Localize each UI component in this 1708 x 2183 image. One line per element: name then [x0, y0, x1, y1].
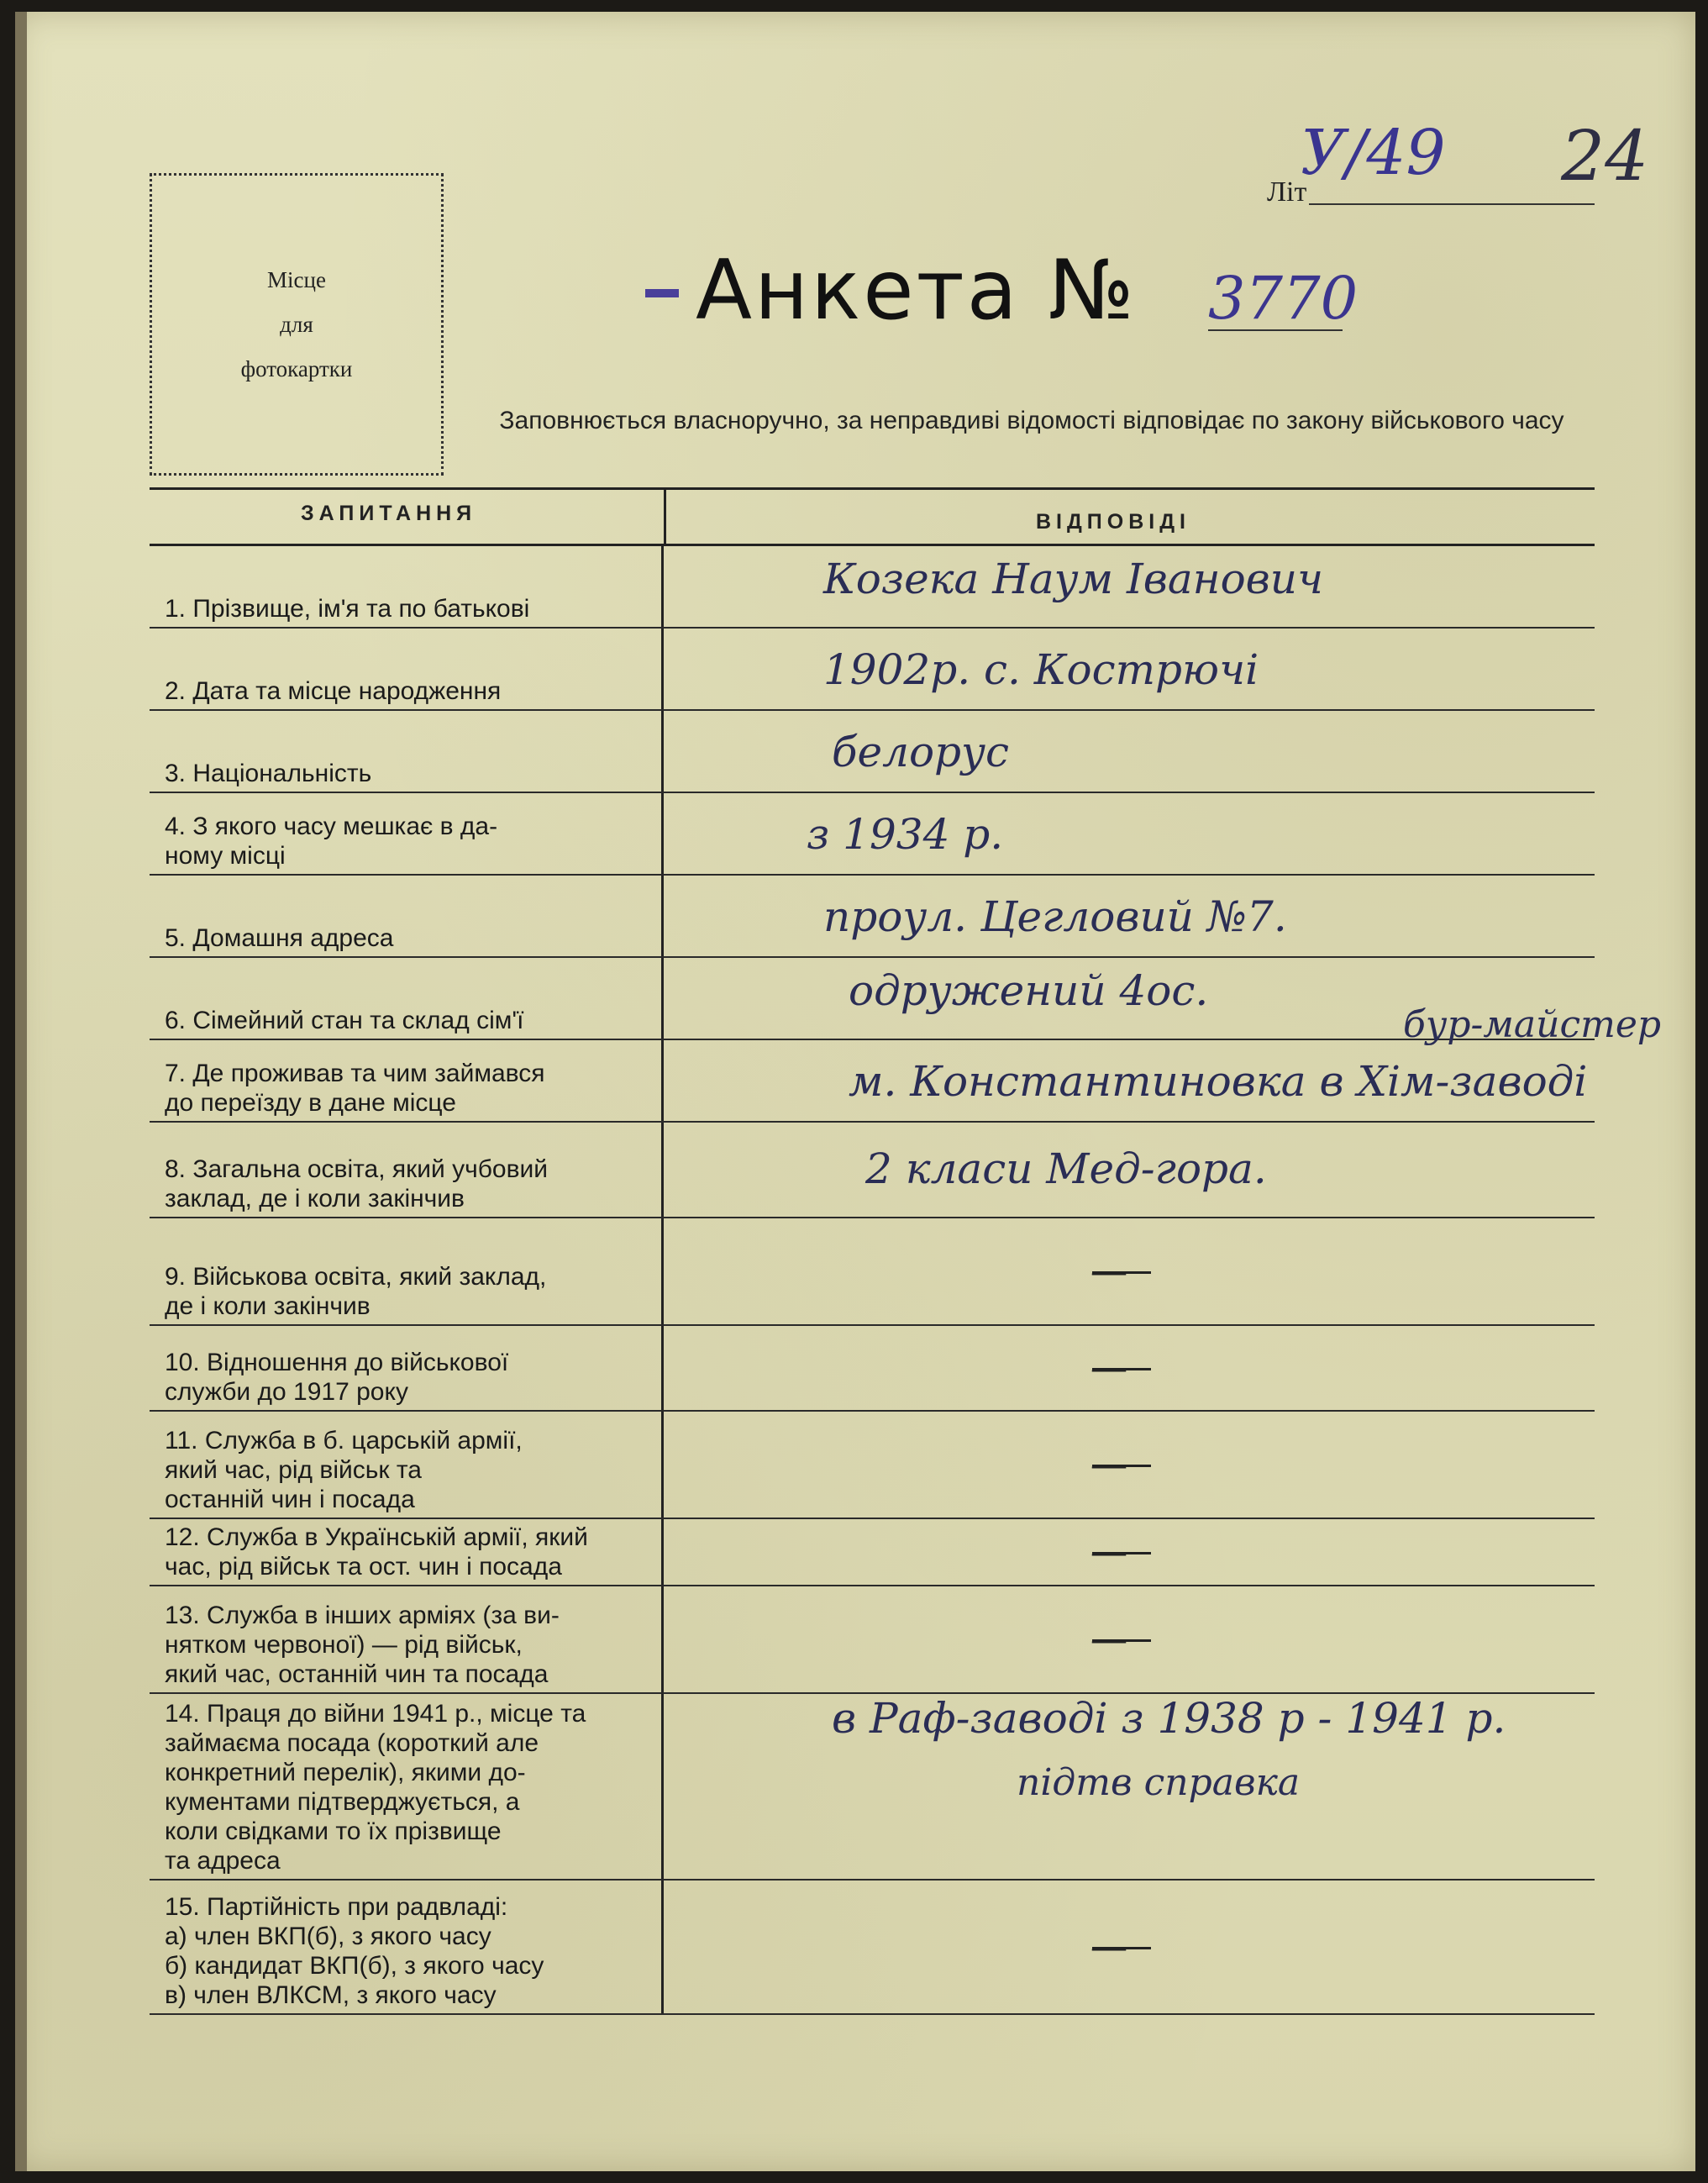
question-cell — [150, 546, 664, 627]
table-row — [150, 1586, 1595, 1694]
question-text: 14. Праця до війни 1941 р., місце та займаєма посада (короткий але конкретний перелік), якими до- кументами підтверджується, а коли свідками то їх прізвище та адреса — [165, 1700, 586, 1875]
question-cell — [150, 1412, 664, 1518]
question-text: 10. Відношення до військової служби до 1917 року — [165, 1349, 509, 1406]
answer-text: 2 класи Мед-гора. — [865, 1144, 1267, 1193]
question-text: 15. Партійність при радвладі: а) член ВКП(б), з якого часу б) кандидат ВКП(б), з якого часу в) член ВЛКСМ, з якого часу — [165, 1893, 544, 2009]
form-sheet — [15, 12, 1695, 2171]
answer-text: — — [1092, 1533, 1126, 1570]
answer-text: белорус — [832, 728, 1010, 776]
question-cell — [150, 1694, 664, 1879]
table-row — [150, 1881, 1595, 2015]
question-cell — [150, 1881, 664, 2013]
answer-text: Козека Наум Іванович — [823, 555, 1324, 603]
answer-cell — [664, 876, 1595, 956]
question-cell — [150, 1040, 664, 1121]
answer-text: в Раф-заводі з 1938 р - 1941 р. — [832, 1694, 1506, 1743]
binding-edge — [15, 12, 27, 2171]
answer-cell — [664, 711, 1595, 792]
answer-extra-text: підтв справка — [1017, 1761, 1301, 1804]
answer-cell — [664, 1412, 1595, 1518]
answer-text: — — [1092, 1349, 1126, 1386]
table-row — [150, 1123, 1595, 1218]
question-cell — [150, 1519, 664, 1585]
question-text: 9. Військова освіта, який заклад, де і коли закінчив — [165, 1263, 547, 1320]
question-text: 2. Дата та місце народження — [165, 677, 502, 705]
question-cell — [150, 1123, 664, 1217]
answer-text: — — [1092, 1445, 1126, 1483]
answer-text: м. Константиновка в Хім-заводі — [849, 1057, 1588, 1106]
question-text: 6. Сімейний стан та склад сім'ї — [165, 1007, 524, 1034]
answer-text: — — [1092, 1620, 1126, 1658]
question-text: 3. Національність — [165, 760, 372, 787]
table-row — [150, 1694, 1595, 1881]
question-cell — [150, 793, 664, 874]
question-cell — [150, 1326, 664, 1410]
answer-text: з 1934 р. — [807, 810, 1004, 859]
table-row — [150, 793, 1595, 876]
question-cell — [150, 711, 664, 792]
header-questions: ЗАПИТАННЯ — [301, 502, 477, 525]
table-row — [150, 876, 1595, 958]
answer-text: проул. Цегловий №7. — [823, 892, 1287, 941]
question-text: 8. Загальна освіта, який учбовий заклад, де і коли закінчив — [165, 1155, 549, 1212]
answer-text: — — [1092, 1928, 1126, 1965]
table-row — [150, 629, 1595, 711]
answer-cell — [664, 546, 1595, 627]
answer-text: — — [1092, 1252, 1126, 1290]
table-row — [150, 1218, 1595, 1326]
table-row — [150, 546, 1595, 629]
table-row — [150, 711, 1595, 793]
table-row — [150, 1326, 1595, 1412]
question-cell — [150, 958, 664, 1039]
lit-line — [1309, 203, 1595, 205]
question-cell — [150, 1218, 664, 1324]
question-text: 13. Служба в інших арміях (за ви- нятком червоної) — рід військ, який час, останній чин та посада — [165, 1602, 560, 1688]
table-row — [150, 1412, 1595, 1519]
question-text: 11. Служба в б. царській армії, який час, рід військ та останній чин і посада — [165, 1427, 523, 1513]
ink-mark — [645, 289, 679, 297]
photo-label-2: для — [280, 311, 313, 337]
form-subtitle: Заповнюється власноручно, за неправдиві відомості відповідає по закону військового часу — [499, 407, 1564, 434]
question-cell — [150, 876, 664, 956]
answer-cell — [664, 1003, 1662, 1121]
answer-cell — [664, 1218, 1595, 1324]
answer-cell — [664, 1519, 1595, 1585]
number-underline — [1208, 329, 1343, 331]
photo-label-3: фотокартки — [240, 355, 353, 381]
form-title: Анкета № — [696, 243, 1137, 339]
answer-cell — [664, 1586, 1595, 1692]
answer-extra-text: бур-майстер — [1403, 1003, 1662, 1046]
table-row — [150, 958, 1595, 1040]
question-text: 4. З якого часу мешкає в да- ному місці — [165, 813, 498, 870]
question-cell — [150, 1586, 664, 1692]
answer-cell — [664, 793, 1595, 874]
question-text: 7. Де проживав та чим займався до переїзду в дане місце — [165, 1060, 545, 1117]
questionnaire-table — [150, 487, 1662, 2015]
answer-cell — [664, 1881, 1595, 2013]
table-header — [150, 490, 1595, 546]
answer-cell — [664, 1326, 1595, 1410]
answer-cell — [664, 1123, 1595, 1217]
answer-cell — [664, 629, 1595, 709]
lit-handwritten: У/49 — [1301, 117, 1446, 189]
header-answers: ВІДПОВІДІ — [1036, 510, 1190, 534]
photo-label-1: Місце — [267, 266, 326, 292]
answer-cell — [664, 1694, 1595, 1879]
question-text: 5. Домашня адреса — [165, 924, 394, 952]
lit-label: Літ — [1267, 176, 1307, 208]
answer-text: одружений 4ос. — [849, 966, 1209, 1015]
photo-placeholder — [150, 173, 444, 476]
question-text: 1. Прізвище, ім'я та по батькові — [165, 595, 530, 623]
answer-text: 1902р. с. Кострючі — [823, 645, 1259, 694]
sheet-number-handwritten: 24 — [1561, 117, 1649, 197]
question-cell — [150, 629, 664, 709]
form-number-handwritten: 3770 — [1208, 264, 1359, 333]
table-row — [150, 1519, 1595, 1586]
question-text: 12. Служба в Українській армії, який час, рід військ та ост. чин і посада — [165, 1523, 588, 1581]
